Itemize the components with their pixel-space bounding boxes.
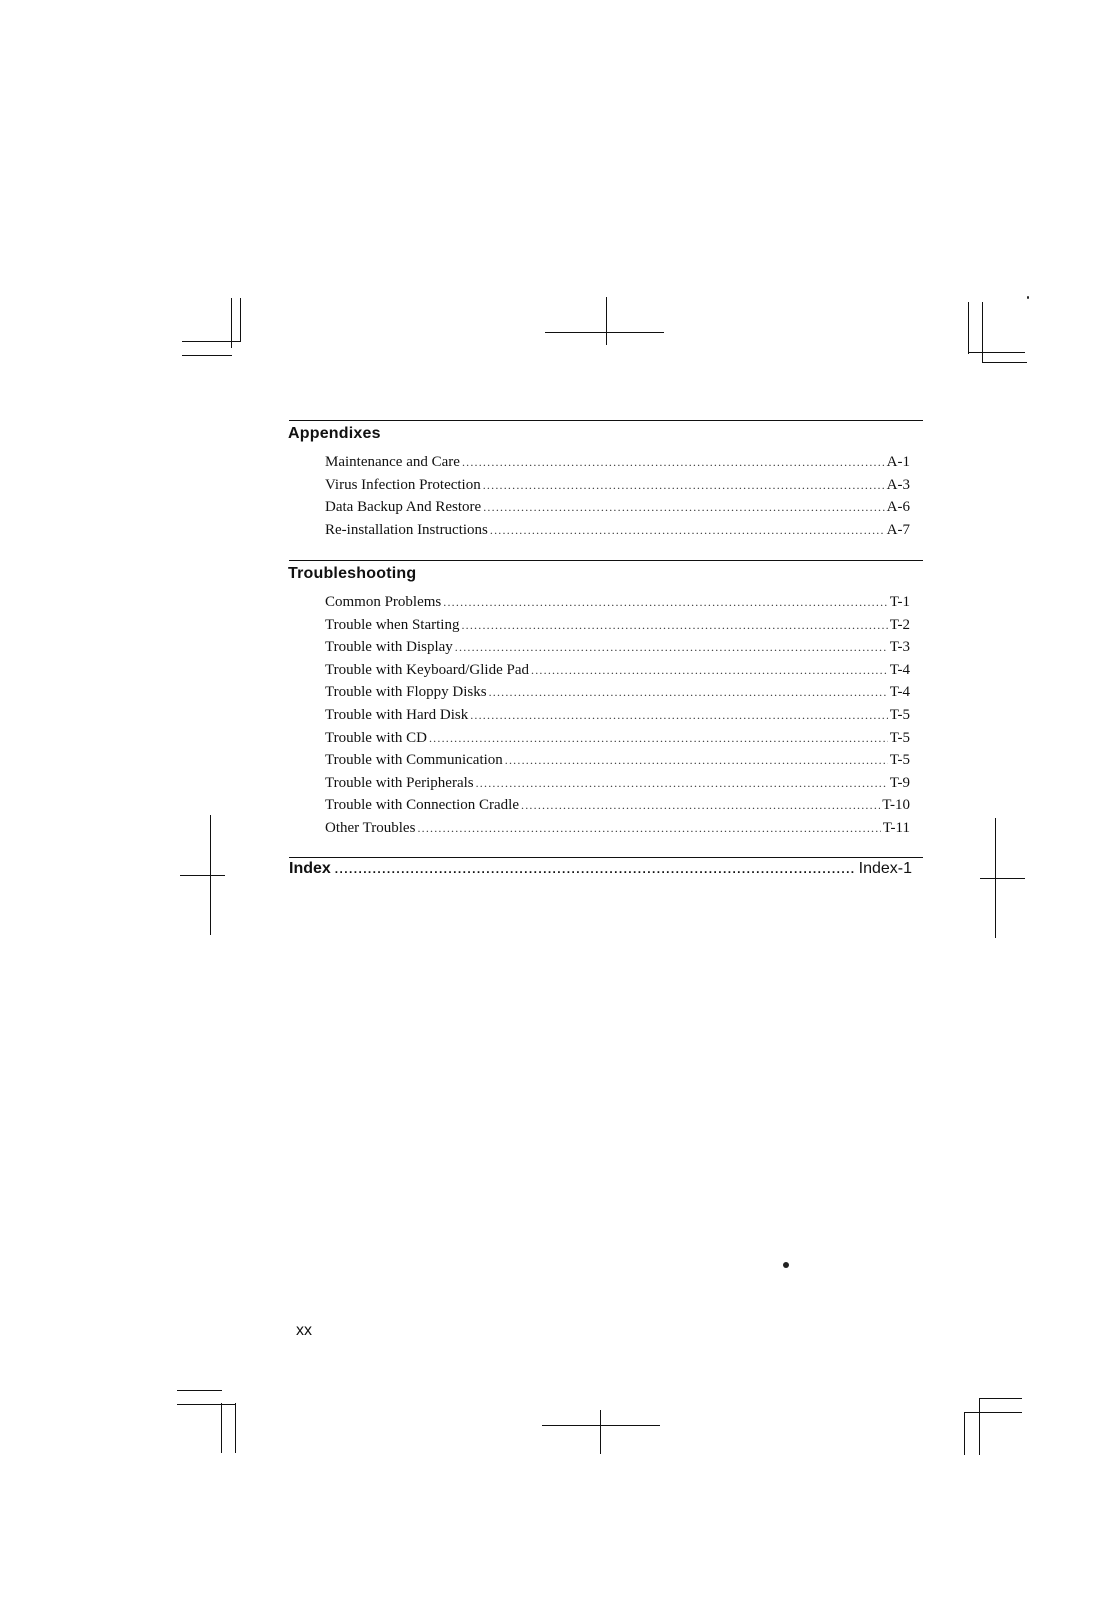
toc-entry-title: Maintenance and Care: [325, 454, 460, 470]
toc-entry-list: [289, 451, 923, 541]
toc-entry-page: T-10: [882, 797, 910, 814]
dot-leader: [470, 704, 888, 727]
registration-mark-top-v: [606, 297, 607, 345]
toc-entry[interactable]: [325, 727, 923, 750]
toc-entry[interactable]: [325, 794, 923, 817]
toc-entry[interactable]: [325, 772, 923, 795]
toc-section-appendixes: [289, 420, 923, 541]
registration-mark-bottom-h: [542, 1425, 660, 1426]
dot-leader: [521, 794, 880, 817]
toc-entry-index[interactable]: [289, 860, 912, 878]
toc-entry-page: T-9: [889, 774, 910, 791]
toc-entry-title: Trouble with Communication: [325, 752, 503, 769]
section-title: Appendixes: [288, 425, 381, 442]
registration-mark-left-h: [180, 875, 225, 876]
crop-mark-bottom-left-h2: [177, 1404, 236, 1405]
toc-entry-title: Trouble with Connection Cradle: [325, 797, 520, 814]
crop-mark-bottom-left-h1: [177, 1390, 222, 1391]
toc-entry-page: A-3: [886, 476, 910, 493]
crop-mark-bottom-right-v1: [964, 1413, 965, 1455]
toc-entry-title: Data Backup And Restore: [325, 499, 482, 516]
toc-entry-page: A-6: [886, 499, 910, 516]
toc-entry-title: Re-installation Instructions: [325, 521, 488, 538]
toc-entry-page: T-5: [889, 706, 910, 723]
dot-leader: [335, 862, 855, 876]
crop-mark-top-right-h1: [968, 352, 1025, 353]
dot-leader: [505, 749, 888, 772]
toc-entry-title: Other Troubles: [325, 819, 416, 836]
crop-mark-top-left-v2: [240, 298, 241, 342]
toc-entry[interactable]: [325, 659, 923, 682]
toc-entry-page: T-1: [889, 594, 910, 610]
crop-mark-bottom-right-h2: [979, 1398, 1022, 1399]
toc-entry-page: T-5: [889, 729, 910, 746]
dot-leader: [455, 636, 888, 659]
toc-entry-title: Trouble with Display: [325, 639, 453, 656]
toc-entry-title: Trouble when Starting: [325, 616, 460, 633]
toc-entry[interactable]: [325, 681, 923, 704]
crop-mark-bottom-left-v2: [235, 1403, 236, 1453]
toc-entry[interactable]: [325, 519, 923, 542]
dot-leader: [417, 817, 880, 840]
registration-mark-top-h: [545, 332, 664, 333]
toc-entry-title: Trouble with Peripherals: [325, 774, 474, 791]
section-title: Troubleshooting: [288, 565, 417, 582]
registration-mark-bottom-v: [600, 1410, 601, 1454]
toc-entry[interactable]: [325, 704, 923, 727]
toc-entry-page: T-11: [882, 819, 910, 836]
dot-leader: [489, 681, 888, 704]
registration-mark-right-h: [980, 878, 1025, 879]
toc-entry[interactable]: [325, 614, 923, 637]
crop-mark-top-right-v1: [968, 302, 969, 354]
toc-entry-title: Trouble with Floppy Disks: [325, 684, 487, 701]
dot-leader: [462, 451, 885, 474]
toc-entry-title: Virus Infection Protection: [325, 476, 481, 493]
toc-entry[interactable]: [325, 474, 923, 497]
toc-entry[interactable]: [325, 817, 923, 840]
dot-leader: [490, 519, 885, 542]
section-rule: [289, 560, 923, 561]
dot-leader: [443, 591, 887, 614]
toc-entry[interactable]: [325, 636, 923, 659]
index-label: Index: [289, 860, 331, 877]
toc-entry-title: Common Problems: [325, 594, 442, 610]
crop-mark-bottom-right-h1: [964, 1412, 1022, 1413]
scan-speck: [783, 1262, 789, 1268]
crop-mark-bottom-right-v2: [979, 1398, 980, 1455]
toc-entry-list: [289, 591, 923, 840]
toc-entry[interactable]: [325, 451, 923, 474]
dot-leader: [483, 496, 884, 519]
toc-section-troubleshooting: [289, 560, 923, 840]
dot-leader: [429, 727, 888, 750]
toc-entry-page: T-2: [889, 616, 910, 633]
crop-mark-top-right-v2: [982, 302, 983, 362]
crop-mark-top-left-h2: [182, 355, 232, 356]
toc-entry[interactable]: [325, 749, 923, 772]
toc-entry-page: T-3: [889, 639, 910, 656]
page-number: xx: [296, 1322, 312, 1339]
index-rule: [289, 857, 923, 858]
crop-mark-top-right-h2: [982, 362, 1027, 363]
scan-speck: [1027, 296, 1029, 299]
crop-mark-bottom-left-v1: [221, 1403, 222, 1453]
toc-entry-title: Trouble with Keyboard/Glide Pad: [325, 661, 530, 678]
dot-leader: [461, 614, 887, 637]
index-page: Index-1: [858, 860, 912, 877]
toc-entry-page: T-4: [889, 661, 910, 678]
dot-leader: [483, 474, 885, 497]
toc-entry-page: A-1: [886, 454, 910, 470]
dot-leader: [531, 659, 888, 682]
section-rule: [289, 420, 923, 421]
toc-entry-title: Trouble with Hard Disk: [325, 706, 469, 723]
dot-leader: [476, 772, 888, 795]
toc-entry[interactable]: [325, 496, 923, 519]
crop-mark-top-left-h1: [182, 341, 240, 342]
toc-entry-page: T-5: [889, 752, 910, 769]
toc-entry-page: A-7: [886, 521, 910, 538]
toc-entry-title: Trouble with CD: [325, 729, 427, 746]
toc-entry-page: T-4: [889, 684, 910, 701]
toc-entry[interactable]: [325, 591, 923, 614]
